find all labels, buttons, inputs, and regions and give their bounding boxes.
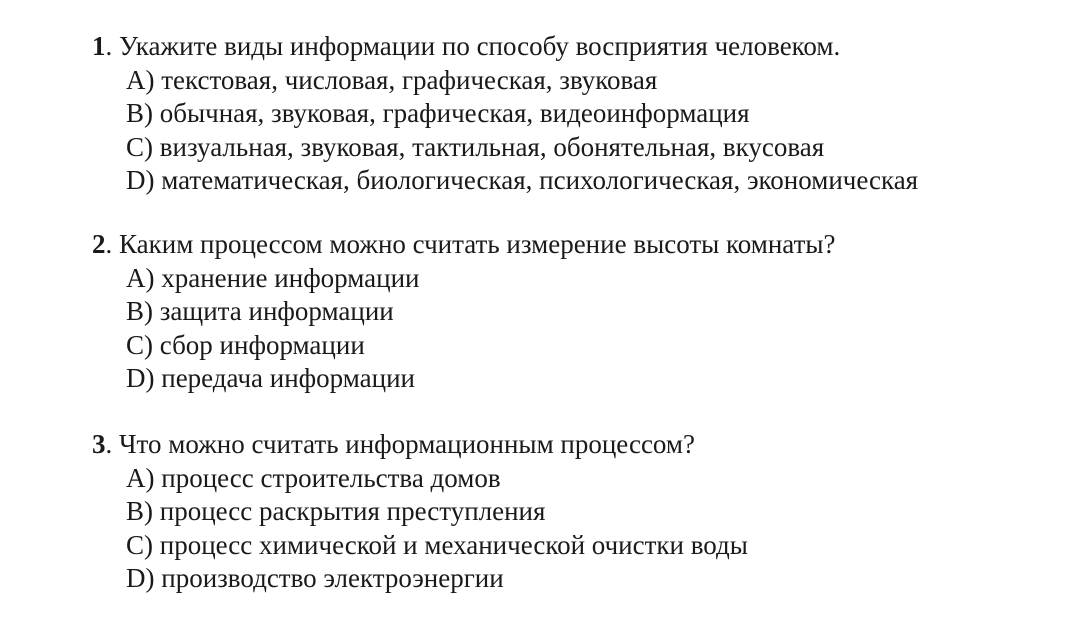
question-3-text xyxy=(92,428,1052,462)
question-3-option-d: D) производство электроэнергии xyxy=(126,563,504,593)
question-2-options xyxy=(92,262,1052,396)
question-2-number: 2 xyxy=(92,229,106,259)
question-3-options xyxy=(92,462,1052,596)
question-1-option-a: A) текстовая, числовая, графическая, звуковая xyxy=(126,64,658,95)
question-3-prompt: . Что можно считать информационным процессом? xyxy=(105,429,695,459)
question-1 xyxy=(92,30,1052,198)
question-1-option-b: B) обычная, звуковая, графическая, видеоинформация xyxy=(126,98,750,128)
question-2-option-d: D) передача информации xyxy=(126,363,415,393)
question-3-option-b: B) процесс раскрытия преступления xyxy=(126,496,546,526)
question-2-prompt: . Каким процессом можно считать измерение высоты комнаты? xyxy=(105,229,836,259)
question-3-option-c: C) процесс химической и механической очистки воды xyxy=(126,529,748,560)
question-2-option-a: A) хранение информации xyxy=(126,262,420,293)
question-3-number: 3 xyxy=(92,429,106,459)
question-1-option-c: C) визуальная, звуковая, тактильная, обонятельная, вкусовая xyxy=(126,131,825,162)
question-1-options xyxy=(92,64,1052,198)
question-3-option-a: A) процесс строительства домов xyxy=(126,462,501,493)
question-2 xyxy=(92,228,1052,396)
question-2-option-c: C) сбор информации xyxy=(126,329,365,360)
question-3 xyxy=(92,428,1052,596)
question-1-text xyxy=(92,30,1052,64)
question-1-number: 1 xyxy=(92,31,106,61)
question-2-option-b: B) защита информации xyxy=(126,296,394,326)
question-2-text xyxy=(92,228,1052,262)
question-1-option-d: D) математическая, биологическая, психологическая, экономическая xyxy=(126,165,919,195)
question-1-prompt: . Укажите виды информации по способу восприятия человеком. xyxy=(105,31,841,61)
